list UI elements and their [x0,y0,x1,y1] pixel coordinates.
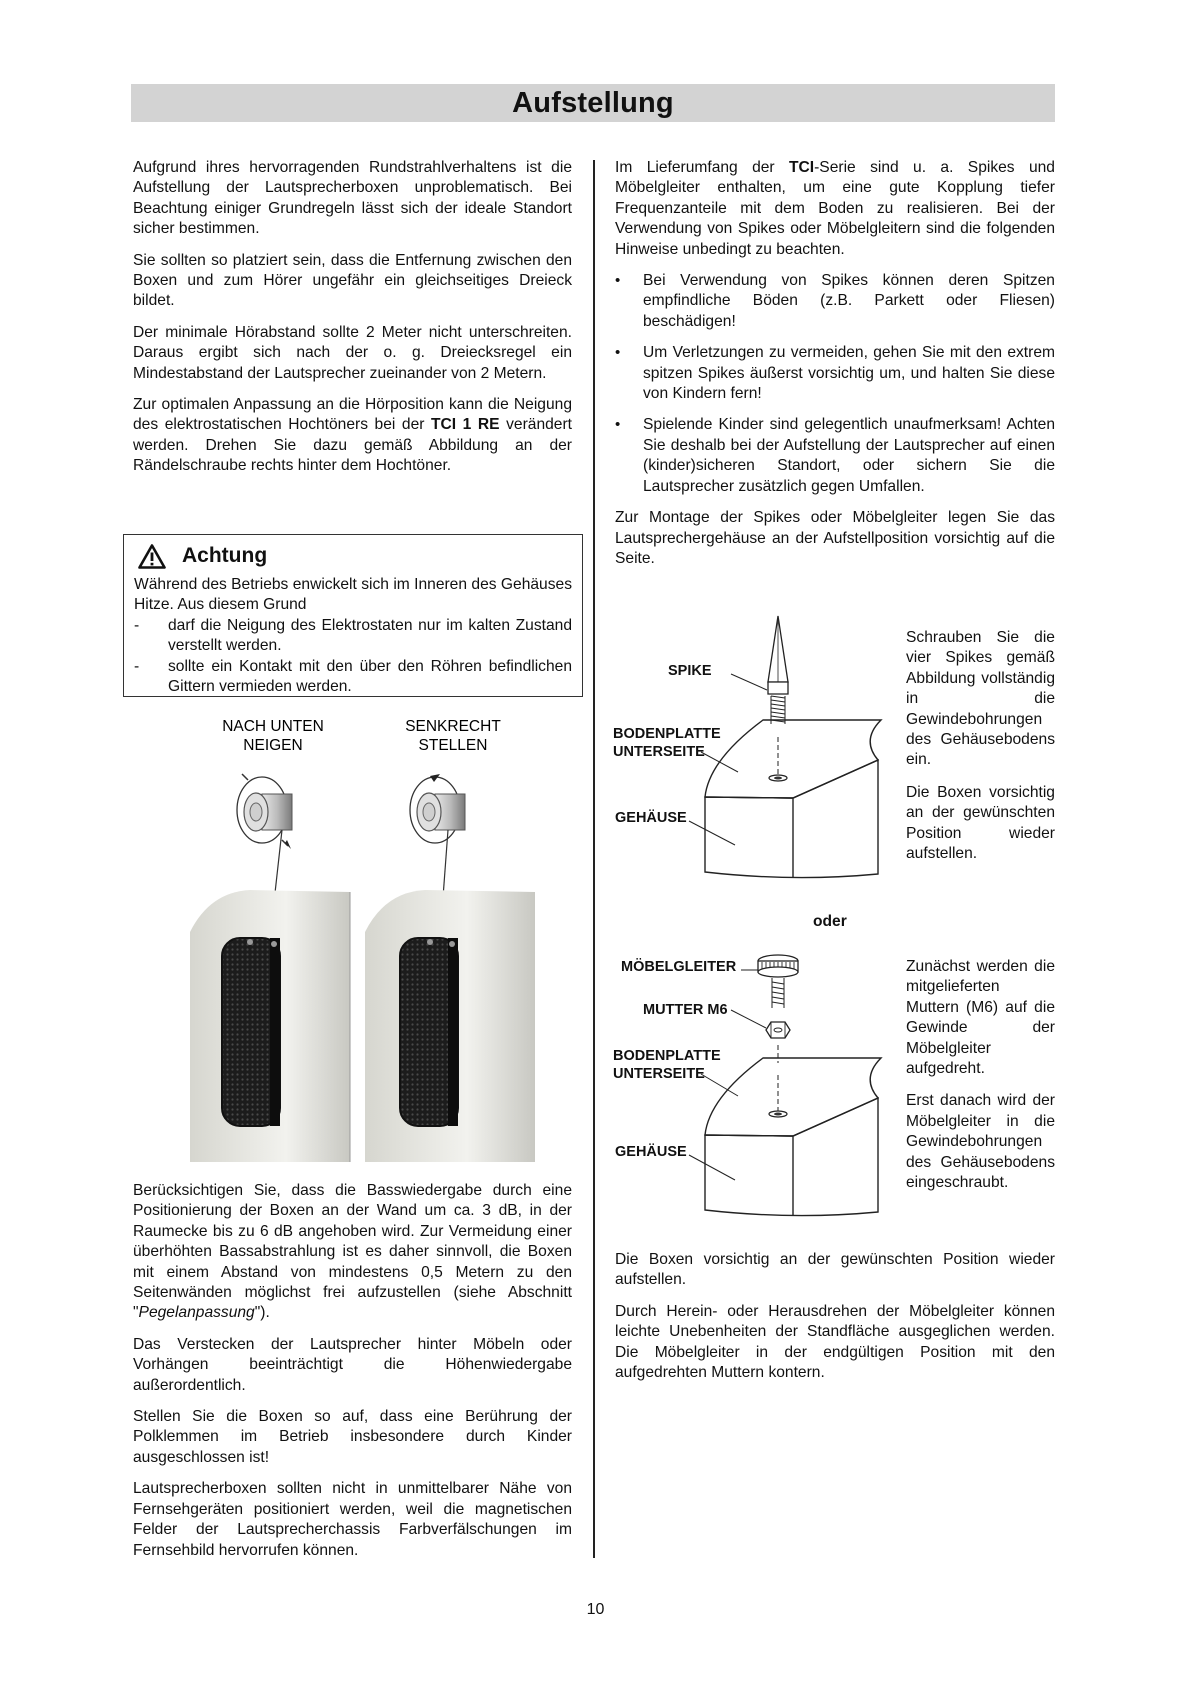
label-bodenplatte: BODENPLATTE [613,1048,721,1064]
photo-label-left-2: NEIGEN [243,737,303,754]
oder-label: oder [813,913,847,930]
page-title-bar [131,84,1055,122]
paragraph: Die Boxen vorsichtig an der gewünschten Position wieder aufstellen. [906,783,1055,863]
warning-intro: Während des Betriebs enwickelt sich im Inneren des Gehäuses Hitze. Aus diesem Grund [134,576,572,614]
paragraph: Aufgrund ihres hervorragenden Rundstrahlverhaltens ist die Aufstellung der Lautsprecherboxen unproblematisch. Bei Beachtung einiger Grundregeln lässt sich der ideale Standort sicher bestimmen. [133,159,572,238]
paragraph: Sie sollten so platziert sein, dass die Entfernung zwischen den Boxen und zum Hörer ungefähr ein gleichseitiges Dreieck bildet. [133,251,572,310]
list-item: - darf die Neigung des Elektrostaten nur im kalten Zustand verstellt werden. [134,616,572,655]
tweeter-tilt-photo [190,712,535,1162]
photo-label-right-1: SENKRECHT [405,718,501,735]
list-item: • Spielende Kinder sind gelegentlich unaufmerksam! Achten Sie deshalb bei der Aufstellung der Lautsprecher auf einen (kinder)sicheren Standort, oder sichern Sie die Lautsprecher zusätzlich gegen Umfallen. [615,416,1055,495]
label-spike: SPIKE [668,663,712,679]
photo-label-right-2: STELLEN [418,737,488,754]
label-mutter: MUTTER M6 [643,1002,728,1018]
warning-list [615,271,1055,497]
right-column-top [615,158,1055,580]
warning-box [123,534,583,697]
paragraph: Die Boxen vorsichtig an der gewünschten Position wieder aufstellen. [615,1251,1055,1289]
paragraph: Stellen Sie die Boxen so auf, dass eine Berührung der Polklemmen im Betrieb insbesondere durch Kinder ausgeschlossen ist! [133,1408,572,1466]
paragraph: Erst danach wird der Möbelgleiter in die Gewindebohrungen des Gehäusebodens eingeschraubt. [906,1092,1055,1192]
furniture-glider-icon [758,955,798,1008]
speaker-cabinet-left [190,890,350,1162]
speaker-cabinet-right [365,890,535,1162]
list-item: • Bei Verwendung von Spikes können deren Spitzen empfindliche Böden (z.B. Parkett oder Fliesen) beschädigen! [615,272,1055,330]
spike-diagram [613,612,898,887]
label-unterseite: UNTERSEITE [613,1066,705,1082]
paragraph: Das Verstecken der Lautsprecher hinter Möbeln oder Vorhängen beeinträchtigt die Höhenwiedergabe außerordentlich. [133,1335,572,1394]
section-reference: Pegelanpassung [138,1304,255,1322]
warning-triangle-icon [138,544,166,569]
list-item: • Um Verletzungen zu vermeiden, gehen Sie mit den extrem spitzen Spikes äußerst vorsichtig um, und halten Sie diese von Kindern fern! [615,344,1055,403]
paragraph: Berücksichtigen Sie, dass die Basswiedergabe durch eine Positionierung der Boxen an der Wand um ca. 3 dB, in der Raumecke bis zu 6 dB angehoben wird. Zur Vermeidung einer überhöhten Bassabstrahlung ist es daher sinnvoll, die Boxen mit einem Abstand von mindestens 0,5 Metern zu den Seitenwänden möglichst frei aufzustellen (siehe Abschnitt "Pegelanpassung"). [133,1182,572,1322]
label-moebelgleiter: MÖBELGLEITER [621,959,737,975]
paragraph: Lautsprecherboxen sollten nicht in unmittelbarer Nähe von Fernsehgeräten positioniert werden, weil die magnetischen Felder der Lautsprecherchassis Farbverfälschungen im Fernsehbild hervorrufen können. [133,1480,572,1559]
page-title: Aufstellung [512,86,674,119]
column-divider [593,160,595,1558]
right-column-bottom [615,1250,1055,1394]
page-number: 10 [586,1601,605,1618]
paragraph: Zur optimalen Anpassung an die Hörposition kann die Neigung des elektrostatischen Hochtöners bei der TCI 1 RE verändert werden. Drehen Sie dazu gemäß Abbildung an der Rändelschraube rechts hinter dem Hochtöner. [133,396,572,475]
model-name: TCI 1 RE [431,416,500,434]
list-item: - sollte ein Kontakt mit den über den Röhren befindlichen Gittern vermieden werden. [134,657,572,696]
label-unterseite: UNTERSEITE [613,744,705,760]
paragraph: Zur Montage der Spikes oder Möbelgleiter legen Sie das Lautsprechergehäuse an der Aufstellposition vorsichtig auf die Seite. [615,509,1055,567]
label-gehaeuse: GEHÄUSE [615,810,687,826]
nut-icon [766,1022,790,1038]
furniture-glider-diagram [613,950,898,1225]
photo-label-left-1: NACH UNTEN [222,718,324,735]
paragraph: Im Lieferumfang der TCI-Serie sind u. a. Spikes und Möbelgleiter enthalten, um eine gute Kopplung tiefer Frequenzanteile mit dem Boden zu realisieren. Bei der Verwendung von Spikes oder Möbelgleitern sind die folgenden Hinweise unbedingt zu beachten. [615,159,1055,258]
spike-instructions [906,628,1055,876]
left-column-top [133,158,572,488]
label-bodenplatte: BODENPLATTE [613,726,721,742]
paragraph: Schrauben Sie die vier Spikes gemäß Abbildung vollständig in die Gewindebohrungen des Gehäusebodens ein. [906,629,1055,769]
glider-instructions [906,957,1055,1205]
warning-heading: Achtung [182,543,268,567]
paragraph: Durch Herein- oder Herausdrehen der Möbelgleiter können leichte Unebenheiten der Standfläche ausgeglichen werden. Die Möbelgleiter in der endgültigen Position mit den aufgedrehten Muttern kontern. [615,1302,1055,1382]
label-gehaeuse: GEHÄUSE [615,1144,687,1160]
paragraph: Zunächst werden die mitgelieferten Muttern (M6) auf die Gewinde der Möbelgleiter aufgedreht. [906,958,1055,1078]
paragraph: Der minimale Hörabstand sollte 2 Meter nicht unterschreiten. Daraus ergibt sich nach der o. g. Dreiecksregel ein Mindestabstand der Lautsprecher zueinander von 2 Metern. [133,323,572,382]
left-column-bottom [133,1181,572,1572]
series-name: TCI [788,159,815,176]
